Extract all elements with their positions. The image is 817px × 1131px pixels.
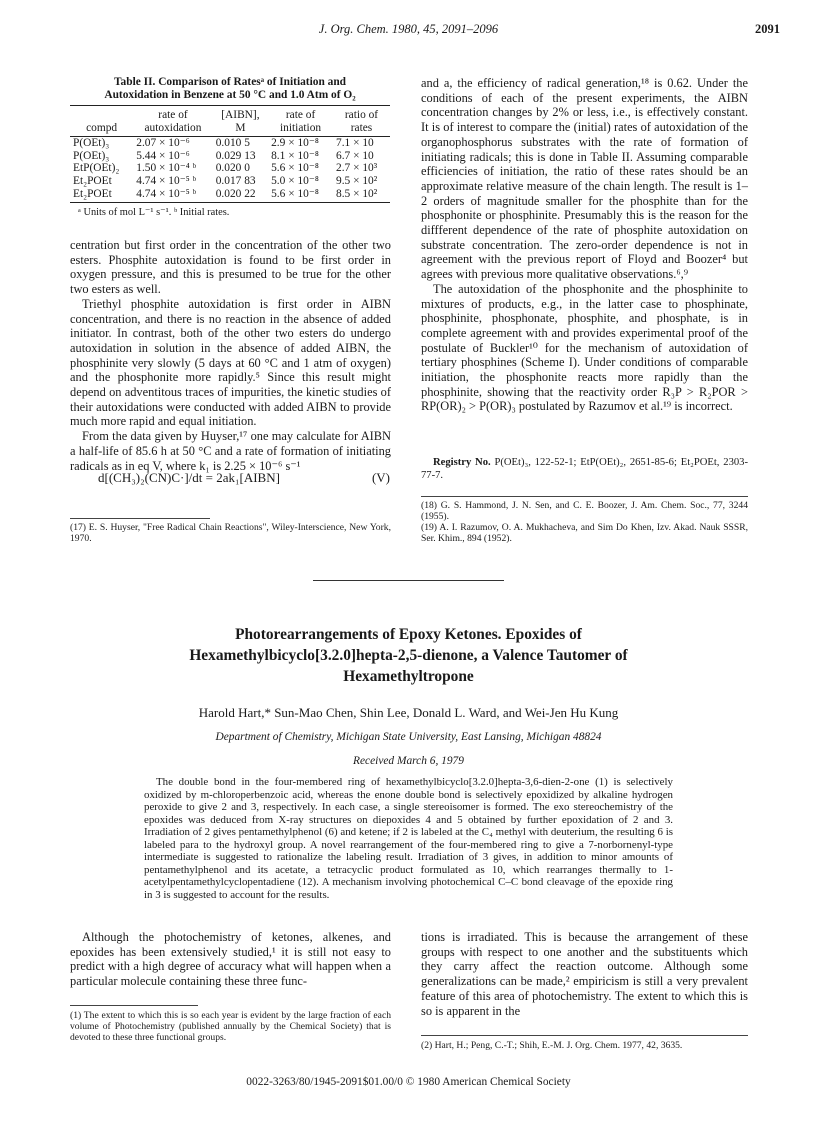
table-cell: P(OEt)₃ — [73, 137, 110, 150]
table-cell: 4.74 × 10⁻⁵ ᵇ — [136, 174, 197, 187]
page-footer: 0022-3263/80/1945-2091$01.00/0 © 1980 American Chemical Society — [246, 1076, 571, 1088]
table-cell: 2.07 × 10⁻⁶ — [136, 137, 190, 150]
equation-v — [98, 470, 390, 486]
column-header: compd — [70, 122, 133, 137]
article-divider — [313, 580, 504, 581]
table-cell: 5.6 × 10⁻⁸ — [268, 188, 333, 203]
registry-text: P(OEt)₃, 122-52-1; EtP(OEt)₂, 2651-85-6; Et₂POEt, 2303-77-7. — [421, 457, 748, 481]
paragraph: Triethyl phosphite autoxidation is first order in AIBN concentration, and there is no reaction in the absence of added initiator. In contrast, both of the other two esters do undergo autoxidation in solution in the absence of added AIBN, the phosphinite very slowly (5 days at 60 °C and 1 atm of oxygen) and the phosphonite more rapidly.⁵ Since this result might depend on adventitous traces of impurities, the kinetic studies of their autoxidations were conducted with added AIBN to provide much more rapid and equal initiation. — [70, 296, 391, 429]
paragraph: and a, the efficiency of radical generation,¹⁸ is 0.62. Under the conditions of each of the present experiments, the AIBN concentration changes by 2% or less, i.e., is effectively constant. It is of interest to compare the (initial) rates of autoxidation of the organophosphorus substrates with the rate of formation of initiating radicals; this is done in Table II. Assuming comparable efficiencies of initiation, the ratio of these rates should be an approximate relative measure of the chain length. The result is 1–2 orders of magnitude smaller for the phosphite than for the phosphonite or phosphinite. Presumably this is the reason for the diffferent dependence of the rate of phosphite autoxidation on substrate concentration. The zero-order dependence is not in agreement with the previous report of Floyd and Boozer⁴ but agrees with previous more qualitative observations.⁶,⁹ — [421, 76, 748, 282]
table-cell: 2.9 × 10⁻⁸ — [271, 137, 319, 150]
table-caption-line: Autoxidation in Benzene at 50 °C and 1.0 Atm of O₂ — [104, 89, 356, 101]
article-body-left — [70, 930, 391, 989]
table-cell: 0.017 83 — [215, 174, 256, 187]
table-cell: 0.029 13 — [215, 149, 256, 162]
table-header-row — [70, 106, 390, 122]
article-body-right — [421, 930, 748, 1018]
table-caption — [70, 76, 390, 102]
column-header — [70, 106, 133, 122]
table-cell: 0.010 5 — [215, 137, 250, 150]
abstract: The double bond in the four-membered ring of hexamethylbicyclo[3.2.0]hepta-3,6-dien-2-one (1) is selectively oxidized by m-chloroperbenzoic acid, whereas the enone double bond is selectively epoxidized by alkaline hydrogen peroxide to give 2 and 3, respectively. In each case, a single stereoisomer is formed. The exo stereochemistry of the epoxides was deduced from X-ray structures on diepoxides 4 and 5 obtained by further epoxidation of 2 and 3. Irradiation of 2 gives pentamethylphenol (6) and ketene; if 2 is labeled at the C₄ methyl with deuterium, the resulting 6 is labeled para to the hydroxyl group. A novel rearrangement of the four-membered ring to give a 7-norbornenyl-type intermediate is suggested to rationalize the labeling result. Irradiation of 3 gives, in addition to minor amounts of pentamethylphenol and its acetate, a tetracyclic product formulated as 10, which rearranges thermally to 1-acetylpentamethylcyclopentadiene (12). A mechanism involving photochemical C–C bond cleavage of the epoxide ring in 3 is suggested to account for the results. — [144, 776, 673, 901]
footnote-1: (1) The extent to which this is so each year is evident by the large fraction of each volume of Photochemistry (published annually by the Chemical Society) that is devoted to these three functional groups. — [70, 1010, 391, 1043]
table-cell: 2.7 × 10³ — [336, 162, 378, 175]
authors: Harold Hart,* Sun-Mao Chen, Shin Lee, Donald L. Ward, and Wei-Jen Hu Kung — [198, 705, 619, 720]
title-line: Hexamethylbicyclo[3.2.0]hepta-2,5-dienone, a Valence Tautomer of — [189, 647, 628, 664]
footnote-rule — [421, 1035, 748, 1036]
registry-label: Registry No. — [433, 457, 491, 468]
paragraph: From the data given by Huyser,¹⁷ one may calculate for AIBN a half-life of 85.6 h at 50 °C and a rate of formation of initiating radicals as in eq V, where k₁ is 2.25 × 10⁻⁶ s⁻¹ — [70, 429, 391, 473]
table-row — [70, 175, 390, 188]
rates-table — [70, 105, 390, 203]
paragraph: tions is irradiated. This is because the arrangement of these groups with respect to one another and the substituents which they carry affect the reaction outcome. Although some generalizations can be made,² empiricism is still a very prevalent feature of this area of photochemistry. The extent to which this is so is apparent in the — [421, 930, 748, 1018]
registry-numbers — [421, 456, 748, 482]
table-row — [70, 188, 390, 203]
right-column-text — [421, 76, 748, 414]
right-footnotes — [421, 500, 748, 544]
column-header: ratio of — [333, 106, 390, 122]
footnote-rule — [70, 1005, 198, 1006]
title-line: Hexamethyltropone — [343, 668, 474, 685]
table-cell: 4.74 × 10⁻⁵ ᵇ — [133, 188, 212, 203]
table-cell: 5.6 × 10⁻⁸ — [271, 162, 319, 175]
table-cell: EtP(OEt)₂ — [73, 162, 120, 175]
table-footnote: ᵃ Units of mol L⁻¹ s⁻¹. ᵇ Initial rates. — [78, 207, 230, 219]
table-cell: 8.5 × 10² — [333, 188, 390, 203]
page-number: 2091 — [755, 22, 780, 36]
affiliation: Department of Chemistry, Michigan State University, East Lansing, Michigan 48824 — [215, 731, 602, 743]
article-title — [130, 624, 687, 687]
footnote-17: (17) E. S. Huyser, "Free Radical Chain Reactions", Wiley-Interscience, New York, 1970. — [70, 522, 391, 544]
table-cell: P(OEt)₃ — [73, 149, 110, 162]
table-row — [70, 137, 390, 150]
table-row — [70, 150, 390, 163]
table-cell: Et₂POEt — [70, 188, 133, 203]
received-date: Received March 6, 1979 — [353, 755, 464, 767]
footnote-rule — [70, 518, 210, 519]
table-caption-line: Table II. Comparison of Ratesᵃ of Initiation and — [113, 76, 347, 88]
paragraph: centration but first order in the concentration of the other two esters. Phosphite autoxidation is found to be first order in oxygen pressure, and this is presumed to be true for the other two esters as well. — [70, 238, 391, 297]
paragraph: Although the photochemistry of ketones, alkenes, and epoxides has been extensively studied,¹ it is still not easy to predict with a high degree of accuracy what will happen when a particular molecule containing these three func- — [70, 930, 391, 989]
table-cell: 9.5 × 10² — [336, 174, 378, 187]
table-cell: 6.7 × 10 — [336, 149, 374, 162]
column-header: rate of — [268, 106, 333, 122]
column-header: rates — [333, 122, 390, 137]
table-cell: 5.0 × 10⁻⁸ — [271, 174, 319, 187]
column-header: M — [213, 122, 268, 137]
title-line: Photorearrangements of Epoxy Ketones. Epoxides of — [235, 626, 582, 643]
paragraph: The autoxidation of the phosphonite and the phosphinite to mixtures of products, e.g., in the latter case to phosphinate, phosphinite, phosphonate, phosphite, and phosphate, is in complete agreement with and provides experimental proof of the postulate of Buckler¹⁰ for the mechanism of autoxidation of tertiary phosphines (Scheme I). Under conditions of comparable initiation, the phosphonite reacts more rapidly than the phosphinite, showing that the reactivity order R₃P > R₂POR > RP(OR)₂ > P(OR)₃ postulated by Razumov et al.¹⁹ is incorrect. — [421, 281, 748, 414]
table-cell: 0.020 0 — [215, 162, 250, 175]
column-header: rate of — [133, 106, 212, 122]
table-cell: 5.44 × 10⁻⁶ — [136, 149, 190, 162]
footnote-18: (18) G. S. Hammond, J. N. Sen, and C. E. Boozer, J. Am. Chem. Soc., 77, 3244 (1955). — [421, 500, 748, 522]
footnote-19: (19) A. I. Razumov, O. A. Mukhacheva, and Sim Do Khen, Izv. Akad. Nauk SSSR, Ser. Khim., 894 (1952). — [421, 522, 748, 544]
equation-text: d[(CH₃)₂(CN)C·]/dt = 2ak₁[AIBN] — [98, 470, 280, 485]
equation-number: (V) — [371, 470, 390, 485]
footnote-2: (2) Hart, H.; Peng, C.-T.; Shih, E.-M. J. Org. Chem. 1977, 42, 3635. — [421, 1040, 683, 1051]
left-column-text — [70, 238, 391, 473]
table-header-row — [70, 122, 390, 137]
table-row — [70, 162, 390, 175]
running-head: J. Org. Chem. 1980, 45, 2091–2096 — [318, 22, 499, 36]
table-cell: 1.50 × 10⁻⁴ ᵇ — [136, 162, 197, 175]
table-cell: Et₂POEt — [73, 174, 112, 187]
table-cell: 0.020 22 — [213, 188, 268, 203]
table-cell: 7.1 × 10 — [336, 137, 374, 150]
column-header: [AIBN], — [213, 106, 268, 122]
footnote-rule — [421, 496, 748, 497]
column-header: initiation — [268, 122, 333, 137]
table-cell: 8.1 × 10⁻⁸ — [271, 149, 319, 162]
column-header: autoxidation — [133, 122, 212, 137]
table-block — [70, 76, 390, 218]
